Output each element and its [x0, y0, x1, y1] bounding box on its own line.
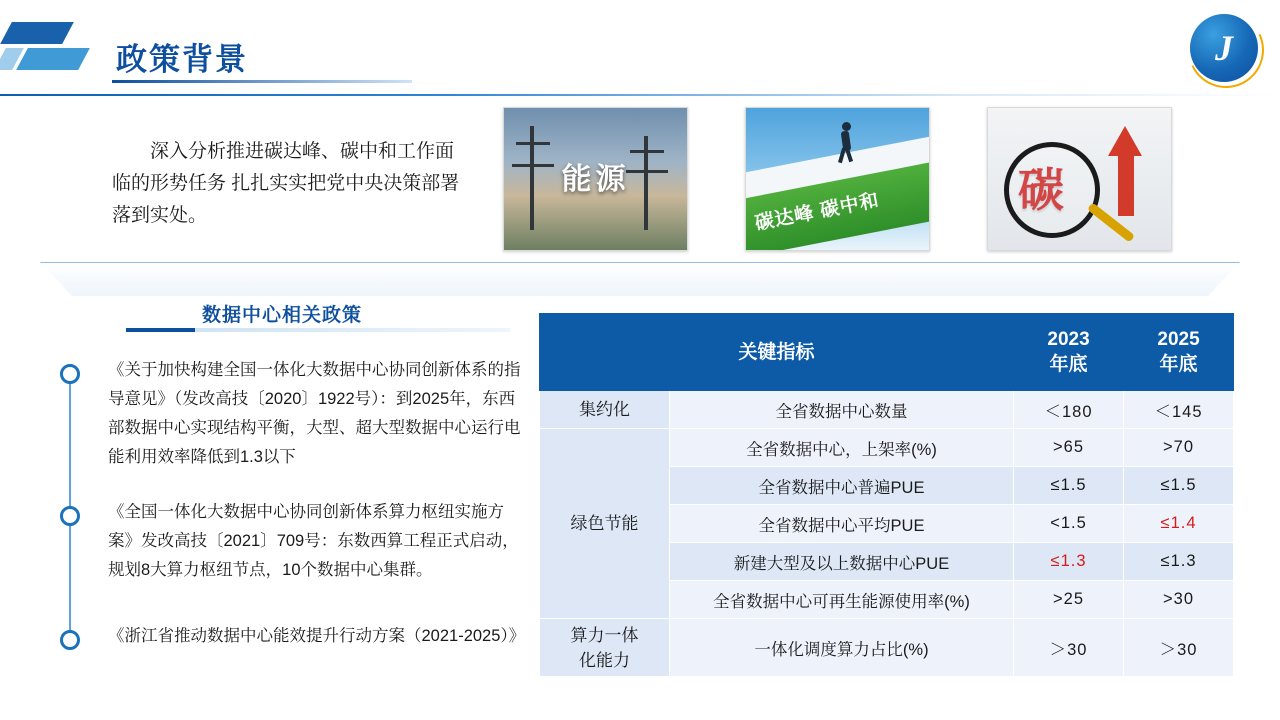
- row-value-2025: ≤1.4: [1124, 505, 1234, 543]
- intro-paragraph: 深入分析推进碳达峰、碳中和工作面临的形势任务 扎扎实实把党中央决策部署落到实处。: [112, 141, 460, 226]
- row-indicator: 全省数据中心可再生能源使用率(%): [670, 581, 1014, 619]
- row-value-2023: ≤1.5: [1014, 467, 1124, 505]
- row-category: 绿色节能: [540, 429, 670, 619]
- power-grid-photo: [503, 107, 688, 251]
- photo-caption: 碳: [1018, 164, 1064, 216]
- header-chevron-mid-icon: [16, 48, 90, 70]
- kpi-table-container: [539, 313, 1233, 677]
- column-header-indicator: 关键指标: [540, 314, 1014, 391]
- divider-line: [40, 262, 1240, 297]
- kpi-table: [539, 313, 1234, 677]
- row-indicator: 全省数据中心，上架率(%): [670, 429, 1014, 467]
- organization-logo: [1190, 14, 1262, 82]
- carbon-peak-road-sign-photo: [745, 107, 930, 251]
- policy-list-section: [60, 296, 530, 706]
- policy-item-text: 《关于加快构建全国一体化大数据中心协同创新体系的指导意见》（发改高技〔2020〕1922号）：到2025年，东西部数据中心实现结构平衡，大型、超大型数据中心运行电能利用效率降低到1.3以下: [108, 361, 521, 466]
- row-value-2023: ≤1.3: [1014, 543, 1124, 581]
- up-arrow-head-icon: [1108, 126, 1142, 156]
- pylon-arm-icon: [516, 142, 550, 145]
- section-heading: 数据中心相关政策: [202, 305, 363, 326]
- row-value-2023: ＜180: [1014, 391, 1124, 429]
- timeline-bullet: [60, 506, 80, 526]
- row-indicator: 全省数据中心普遍PUE: [670, 467, 1014, 505]
- timeline-bullet: [60, 630, 80, 650]
- walking-man-icon: [838, 122, 854, 162]
- row-value-2023: >25: [1014, 581, 1124, 619]
- row-indicator: 一体化调度算力占比(%): [670, 619, 1014, 677]
- carbon-magnifier-photo: [987, 107, 1172, 251]
- magnifier-lens-icon: [1004, 142, 1100, 238]
- column-header-2023-year: 2023: [1047, 329, 1090, 350]
- row-value-2025: ≤1.5: [1124, 467, 1234, 505]
- column-header-2023-suffix: 年底: [1049, 354, 1088, 375]
- policy-item-text: 《全国一体化大数据中心协同创新体系算力枢纽实施方案》发改高技〔2021〕709号：东数西算工程正式启动，规划8大算力枢纽节点，10个数据中心集群。: [108, 503, 519, 579]
- row-indicator: 新建大型及以上数据中心PUE: [670, 543, 1014, 581]
- page-header: [0, 0, 1280, 96]
- row-category-line1: 算力一体: [570, 625, 639, 645]
- table-row: [540, 429, 1234, 467]
- table-header-row: [540, 314, 1234, 391]
- row-category: [540, 619, 670, 677]
- row-value-2025: ＞30: [1124, 619, 1234, 677]
- page-title: 政策背景: [116, 42, 248, 77]
- photo-strip: [503, 107, 1203, 249]
- section-heading-underline: [126, 328, 510, 332]
- row-value-2023: <1.5: [1014, 505, 1124, 543]
- row-category-line2: 化能力: [579, 650, 630, 670]
- row-value-2025: >30: [1124, 581, 1234, 619]
- table-row: [540, 391, 1234, 429]
- row-indicator: 全省数据中心平均PUE: [670, 505, 1014, 543]
- logo-letter: J: [1215, 28, 1233, 68]
- header-chevron-dark-icon: [0, 22, 74, 44]
- policy-item-text: 《浙江省推动数据中心能效提升行动方案（2021-2025）》: [108, 627, 526, 645]
- photo-caption: 碳达峰 碳中和: [753, 189, 882, 235]
- row-value-2025: >70: [1124, 429, 1234, 467]
- photo-caption: 能源: [561, 163, 630, 196]
- row-value-2023: >65: [1014, 429, 1124, 467]
- row-value-2025: ≤1.3: [1124, 543, 1234, 581]
- column-header-2025: [1124, 314, 1234, 391]
- row-category: 集约化: [540, 391, 670, 429]
- header-divider: [0, 94, 1280, 96]
- column-header-2025-suffix: 年底: [1159, 354, 1198, 375]
- up-arrow-stem-icon: [1118, 154, 1134, 216]
- title-underline: [112, 80, 412, 83]
- column-header-2025-year: 2025: [1157, 329, 1200, 350]
- column-header-2023: [1014, 314, 1124, 391]
- row-value-2025: ＜145: [1124, 391, 1234, 429]
- row-value-2023: ＞30: [1014, 619, 1124, 677]
- row-indicator: 全省数据中心数量: [670, 391, 1014, 429]
- section-divider: [40, 262, 1240, 296]
- timeline-bullet: [60, 364, 80, 384]
- table-row: [540, 619, 1234, 677]
- pylon-arm-icon: [630, 150, 664, 153]
